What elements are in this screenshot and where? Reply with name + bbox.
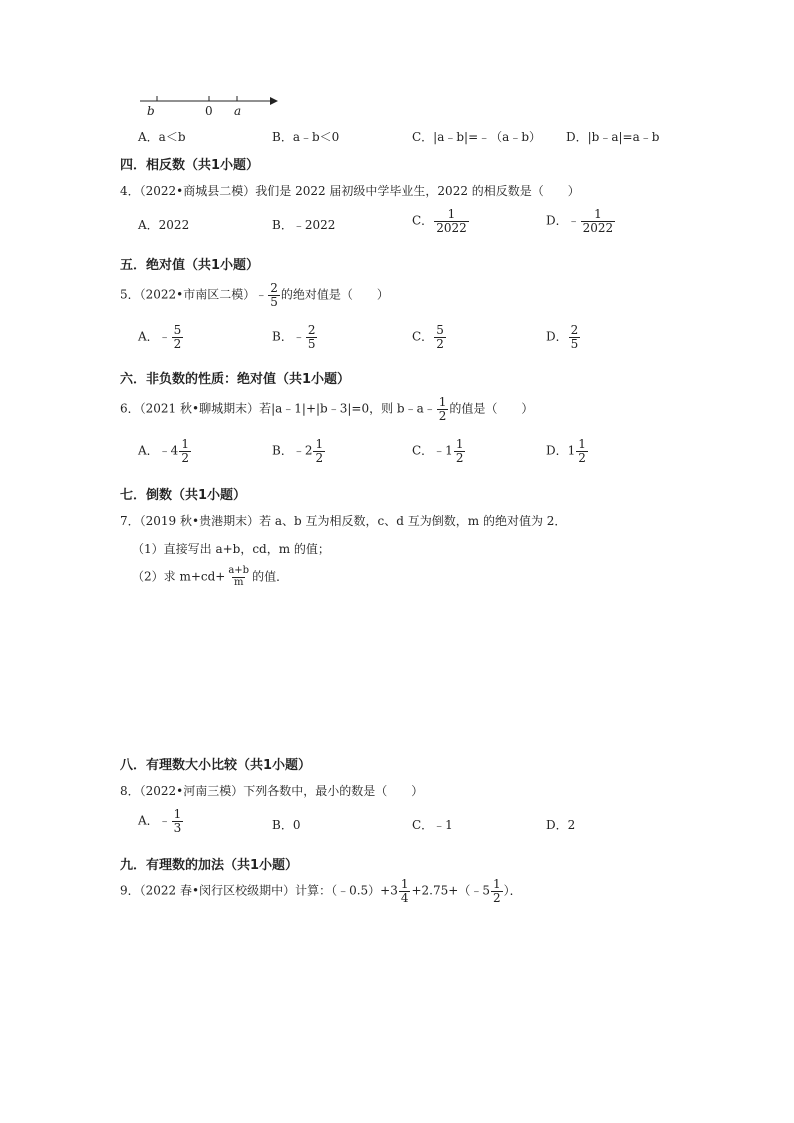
q5-denominator: 5: [270, 294, 278, 309]
q5-suffix: 的绝对值是（ ）: [280, 287, 389, 302]
q6-option-b[interactable]: [272, 438, 326, 464]
q4-option-a[interactable]: A．2022: [138, 218, 190, 232]
q4-option-c-label: C．: [412, 213, 434, 228]
q4-option-d[interactable]: [546, 208, 616, 234]
q6-option-b-denominator: 2: [315, 450, 324, 465]
q9-middle: +2.75+（﹣5: [411, 883, 490, 898]
q8-option-a-numerator: 1: [173, 807, 182, 821]
q8-option-b[interactable]: B．0: [272, 818, 301, 832]
q5-option-d-denominator: 5: [570, 336, 579, 351]
q5-option-a-label: A．﹣: [138, 329, 171, 344]
q5-option-a-numerator: 5: [173, 323, 182, 337]
q6-option-d-label: D．1: [546, 443, 576, 458]
section-title-9: 九．有理数的加法（共1小题）: [120, 858, 299, 873]
q5-prefix: 5．（2022•市南区二模）: [120, 287, 256, 302]
question-9-stem: [120, 878, 522, 904]
q8-option-a[interactable]: [138, 808, 184, 834]
q9-fraction-2-denominator: 2: [492, 890, 501, 905]
numberline-label-b: b: [147, 104, 155, 118]
q5-option-c-denominator: 2: [436, 336, 444, 351]
q5-numerator: 2: [270, 281, 278, 295]
q6-denominator: 2: [438, 408, 447, 423]
q8-option-c[interactable]: C．﹣1: [412, 818, 453, 832]
q7-part-2-prefix: （2）求 m+cd+: [132, 569, 226, 584]
q5-option-b-numerator: 2: [307, 323, 316, 337]
q5-option-d-label: D．: [546, 329, 568, 344]
q5-option-d[interactable]: [546, 324, 581, 350]
q9-suffix: ）．: [503, 883, 522, 898]
q7-part-2-numerator: a+b: [228, 565, 250, 576]
q6-prefix: 6．（2021 秋•聊城期末）若|a﹣1|+|b﹣3|=0，则 b﹣a﹣: [120, 401, 436, 416]
q6-option-c[interactable]: [412, 438, 466, 464]
q5-option-b[interactable]: [272, 324, 318, 350]
q4-option-d-denominator: 2022: [582, 220, 614, 235]
q4-option-c-denominator: 2022: [436, 220, 467, 235]
q5-sign: ﹣: [255, 287, 268, 302]
q6-option-d-numerator: 1: [578, 437, 586, 451]
q8-option-a-label: A．﹣: [138, 813, 171, 828]
q7-part-2-suffix: 的值．: [252, 569, 289, 584]
q6-option-a[interactable]: [138, 438, 192, 464]
q5-option-c[interactable]: [412, 324, 447, 350]
q3-option-c[interactable]: C．|a﹣b|=﹣（a﹣b）: [412, 130, 541, 144]
section-title-7: 七．倒数（共1小题）: [120, 488, 247, 503]
question-7-part-2: [132, 566, 288, 588]
section-title-6: 六．非负数的性质：绝对值（共1小题）: [120, 372, 351, 387]
q5-option-a-denominator: 2: [173, 336, 182, 351]
q3-option-a[interactable]: A．a＜b: [138, 130, 186, 144]
question-5-stem: [120, 282, 389, 308]
question-4-stem: 4．（2022•商城县二模）我们是 2022 届初级中学毕业生，2022 的相反数是（ ）: [120, 184, 580, 198]
q6-option-a-numerator: 1: [181, 437, 189, 451]
q3-option-b[interactable]: B．a﹣b＜0: [272, 130, 340, 144]
q6-option-c-denominator: 2: [455, 450, 464, 465]
q6-option-b-numerator: 1: [315, 437, 324, 451]
q4-option-d-numerator: 1: [594, 207, 602, 221]
q6-option-a-label: A．﹣4: [138, 443, 179, 458]
q6-option-b-label: B．﹣2: [272, 443, 313, 458]
q9-fraction-1-numerator: 1: [400, 877, 409, 891]
numberline-label-a: a: [234, 104, 242, 118]
section-title-4: 四．相反数（共1小题）: [120, 158, 260, 173]
q6-option-c-numerator: 1: [455, 437, 464, 451]
q6-suffix: 的值是（ ）: [449, 401, 534, 416]
section-title-8: 八．有理数大小比较（共1小题）: [120, 758, 312, 773]
q6-numerator: 1: [438, 395, 447, 409]
q9-prefix: 9．（2022 春•闵行区校级期中）计算：（﹣0.5）+3: [120, 883, 398, 898]
q5-option-b-denominator: 5: [307, 336, 316, 351]
q8-option-a-denominator: 3: [173, 820, 182, 835]
q6-option-c-label: C．﹣1: [412, 443, 453, 458]
section-title-5: 五．绝对值（共1小题）: [120, 258, 260, 273]
q9-fraction-1-denominator: 4: [400, 890, 409, 905]
question-8-stem: 8．（2022•河南三模）下列各数中，最小的数是（ ）: [120, 784, 424, 798]
q9-fraction-2-numerator: 1: [492, 877, 501, 891]
numberline-label-zero: 0: [205, 104, 213, 118]
q5-option-a[interactable]: [138, 324, 184, 350]
q5-option-c-label: C．: [412, 329, 434, 344]
q5-option-c-numerator: 5: [436, 323, 444, 337]
q5-option-d-numerator: 2: [570, 323, 579, 337]
q4-option-d-label: D．﹣: [546, 213, 580, 228]
question-7-part-1: （1）直接写出 a+b，cd，m 的值；: [132, 542, 330, 556]
q4-option-c-numerator: 1: [447, 207, 456, 221]
question-6-stem: [120, 396, 533, 422]
q7-part-2-denominator: m: [233, 576, 244, 588]
q8-option-d[interactable]: D．2: [546, 818, 576, 832]
q6-option-d[interactable]: [546, 438, 589, 464]
q4-option-b[interactable]: B．﹣2022: [272, 218, 336, 232]
question-7-stem: 7．（2019 秋•贵港期末）若 a、b 互为相反数，c、d 互为倒数，m 的绝对值为 2．: [120, 514, 567, 528]
q4-option-c[interactable]: [412, 208, 470, 234]
q5-option-b-label: B．﹣: [272, 329, 305, 344]
q3-option-d[interactable]: D．|b﹣a|=a﹣b: [566, 130, 660, 144]
q6-option-a-denominator: 2: [181, 450, 189, 465]
q6-option-d-denominator: 2: [578, 450, 586, 465]
